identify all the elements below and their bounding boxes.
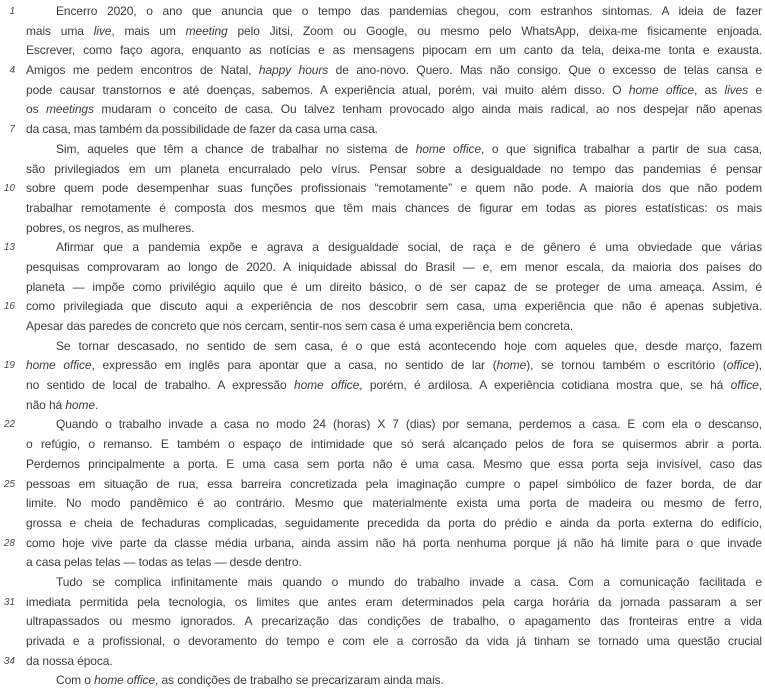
text-segment: ), <box>754 358 762 373</box>
text-line <box>3 179 762 199</box>
text-segment: , as <box>694 82 725 97</box>
text-segment: Perdemos principalmente a porta. E uma casa sem porta não é uma casa. Mesmo que essa porta seja invisível, caso das <box>26 456 762 471</box>
text-line <box>3 652 762 672</box>
line-number: 19 <box>3 360 15 372</box>
text-line <box>26 337 762 357</box>
line-number: 16 <box>3 301 15 313</box>
line-number: 28 <box>3 537 15 549</box>
text-line <box>26 671 762 691</box>
line-number: 13 <box>3 242 15 254</box>
text-line <box>26 396 762 416</box>
italic-text-segment: home office <box>294 378 360 393</box>
text-line <box>26 494 762 514</box>
text-segment: limite. No modo pandêmico é ao contrário. Mesmo que materialmente exista uma porta de madeira ou mesmo de ferro, <box>26 496 762 511</box>
text-segment: a casa pelas telas — todas as telas — desde dentro. <box>26 555 302 570</box>
text-segment: Quando o trabalho invade a casa no modo 24 (horas) X 7 (dias) por semana, perdemos a casa. E com ela o descanso, <box>56 417 762 432</box>
text-segment: privada e a profissional, o devoramento do tempo e com ele a corrosão da vida já tinham se tornado uma questão crucial <box>26 634 762 648</box>
text-segment: como privilegiada que discuto aqui a experiência de nos descobrir sem casa, uma experiência que não é apenas subjetiva. <box>26 299 762 314</box>
text-segment: pesquisas comprovaram ao longo de 2020. A iniquidade abissal do Brasil — e, em menor escala, da maioria dos países do <box>26 259 762 274</box>
text-segment: planeta — impõe como privilégio aquilo que é um direito básico, o de ser capaz de se proteger de uma ameaça. Assim, é <box>26 279 762 294</box>
text-line <box>9 2 762 22</box>
line-number: 1 <box>9 6 15 17</box>
italic-text-segment: meeting <box>185 23 228 38</box>
text-segment: Encerro 2020, o ano que anuncia que o tempo das pandemias chegou, com estranhos sintomas. A ideia de fazer <box>56 4 762 18</box>
text-segment: de ano-novo. Quero. Mas não consigo. Que o excesso de telas cansa e <box>328 63 762 78</box>
text-segment: Escrever, como faço agora, enquanto as notícias e as mensagens pipocam em um canto da tela, deixa-me tonta e exausta. <box>26 43 762 58</box>
italic-text-segment: happy hours <box>258 63 329 78</box>
text-segment: ), se tornou também o escritório ( <box>526 358 727 373</box>
text-segment: mudaram o conceito de casa. Ou talvez tenham provocado algo ainda mais radical, ao nos despejar não apenas <box>93 102 762 117</box>
italic-text-segment: live <box>93 23 112 38</box>
line-number: 7 <box>9 124 15 136</box>
text-segment: da casa, mas também da possibilidade de fazer da casa uma casa. <box>26 122 378 137</box>
text-line <box>26 553 762 573</box>
text-segment: da nossa época. <box>26 653 113 668</box>
italic-text-segment: home office <box>94 673 156 688</box>
text-segment: mais uma <box>26 23 94 38</box>
italic-text-segment: home office <box>628 82 694 97</box>
text-segment: imediata permitida pela tecnologia, os limites que antes eram determinados pela carga horária da jornada passaram a ser <box>26 594 762 609</box>
text-line <box>26 199 762 219</box>
text-segment: Amigos me pedem encontros de Natal, <box>26 63 259 78</box>
text-line <box>26 455 762 475</box>
line-number: 22 <box>3 419 15 431</box>
text-line <box>26 258 762 278</box>
text-line <box>3 534 762 554</box>
italic-text-segment: home office <box>26 358 92 373</box>
line-number: 25 <box>3 478 15 490</box>
text-segment: Tudo se complica infinitamente mais quando o mundo do trabalho invade a casa. Com a comunicação facilitada e <box>56 574 762 589</box>
text-segment: Se tornar descasado, no sentido de sem casa, é o que está acontecendo hoje com aqueles que, desde março, fazem <box>56 338 762 353</box>
text-segment: ultrapassados ou mesmo ignorados. A precarização das condições de trabalho, o apagamento das fronteiras entre a vida <box>26 614 762 629</box>
text-segment: grossa e cheia de fechaduras complicadas, seguidamente precedida da porta do prédio e ainda da porta externa do edifício, <box>26 515 762 530</box>
text-line <box>3 356 762 376</box>
text-segment: Sim, aqueles que têm a chance de trabalhar no sistema de <box>56 141 416 156</box>
text-line <box>3 475 762 495</box>
text-line <box>26 573 762 593</box>
text-segment: sobre quem pode desempenhar suas funções profissionais “remotamente” e quem não pode. A maioria dos que não podem <box>26 181 762 196</box>
italic-text-segment: office <box>726 358 755 373</box>
text-segment: , porém, é ardilosa. A experiência cotidiana mostra que, se há <box>359 378 731 393</box>
line-number: 31 <box>3 596 15 608</box>
text-segment: , <box>758 378 762 393</box>
text-line <box>26 376 762 396</box>
text-segment: Afirmar que a pandemia expõe e agrava a desigualdade social, de raça e de gênero é uma obviedade que várias <box>56 240 762 255</box>
text-segment: , as condições de trabalho se precarizaram ainda mais. <box>155 673 444 688</box>
text-line <box>26 160 762 180</box>
text-line <box>3 238 762 258</box>
text-segment: , o que significa trabalhar a partir de sua casa, <box>481 141 762 156</box>
text-segment: Com o <box>56 673 95 688</box>
text-segment: pelo Jitsi, Zoom ou Google, ou mesmo pelo WhatsApp, deixa-me fisicamente enjoada. <box>227 23 762 38</box>
text-line <box>9 120 762 140</box>
text-line <box>26 22 762 42</box>
line-number: 10 <box>3 183 15 195</box>
text-line <box>26 278 762 298</box>
text-segment: e <box>748 82 762 97</box>
text-line <box>26 612 762 632</box>
text-line <box>26 140 762 160</box>
text-line <box>3 415 762 435</box>
text-line <box>26 41 762 61</box>
text-segment: Apesar das paredes de concreto que nos cercam, sentir-nos sem casa é uma experiência bem concreta. <box>26 319 574 333</box>
italic-text-segment: lives <box>724 82 749 97</box>
text-line <box>26 632 762 652</box>
text-segment: pode causar transtornos e até doenças, sabemos. A experiência atual, porém, vai muito além disso. O <box>26 82 629 97</box>
text-segment: são privilegiados em um planeta encurralado pelo vírus. Pensar sobre a desigualdade no tempo das pandemias é pensar <box>26 161 762 176</box>
text-segment: os <box>26 102 46 117</box>
text-line <box>26 81 762 101</box>
text-line <box>26 435 762 455</box>
text-line <box>9 61 762 81</box>
italic-text-segment: home office <box>415 141 482 156</box>
text-segment: pobres, os negros, as mulheres. <box>26 220 195 235</box>
text-segment: pessoas em situação de rua, essa barreira concretizada pela imaginação cumpre o papel simbólico de fazer borda, de dar <box>26 476 762 491</box>
italic-text-segment: home <box>496 358 527 373</box>
text-segment: trabalhar remotamente é composta dos mesmos que têm mais chances de figurar em todas as piores estatísticas: os mais <box>26 200 762 215</box>
text-segment: não há <box>26 397 66 412</box>
italic-text-segment: home <box>65 397 95 412</box>
text-segment: o refúgio, o remanso. E também o espaço de intimidade que só será alcançado pelos de fora se quisermos abrir a porta. <box>26 437 762 452</box>
text-line <box>26 514 762 534</box>
text-line <box>26 100 762 120</box>
text-segment: no sentido de local de trabalho. A expressão <box>26 378 294 393</box>
text-line <box>26 219 762 239</box>
text-line <box>3 593 762 613</box>
line-number: 34 <box>3 655 15 667</box>
text-line <box>3 297 762 317</box>
text-line <box>26 317 762 337</box>
text-segment: , expressão em inglês para apontar que a casa, no sentido de lar ( <box>91 358 497 373</box>
italic-text-segment: meetings <box>46 102 94 117</box>
text-segment: , mais um <box>111 23 186 38</box>
line-number: 4 <box>9 65 15 77</box>
text-segment: . <box>94 397 99 412</box>
italic-text-segment: office <box>730 378 759 393</box>
text-segment: como hoje vive parte da classe média urbana, ainda assim não há porta nenhuma porque já não há limite para o que invade <box>26 535 762 550</box>
